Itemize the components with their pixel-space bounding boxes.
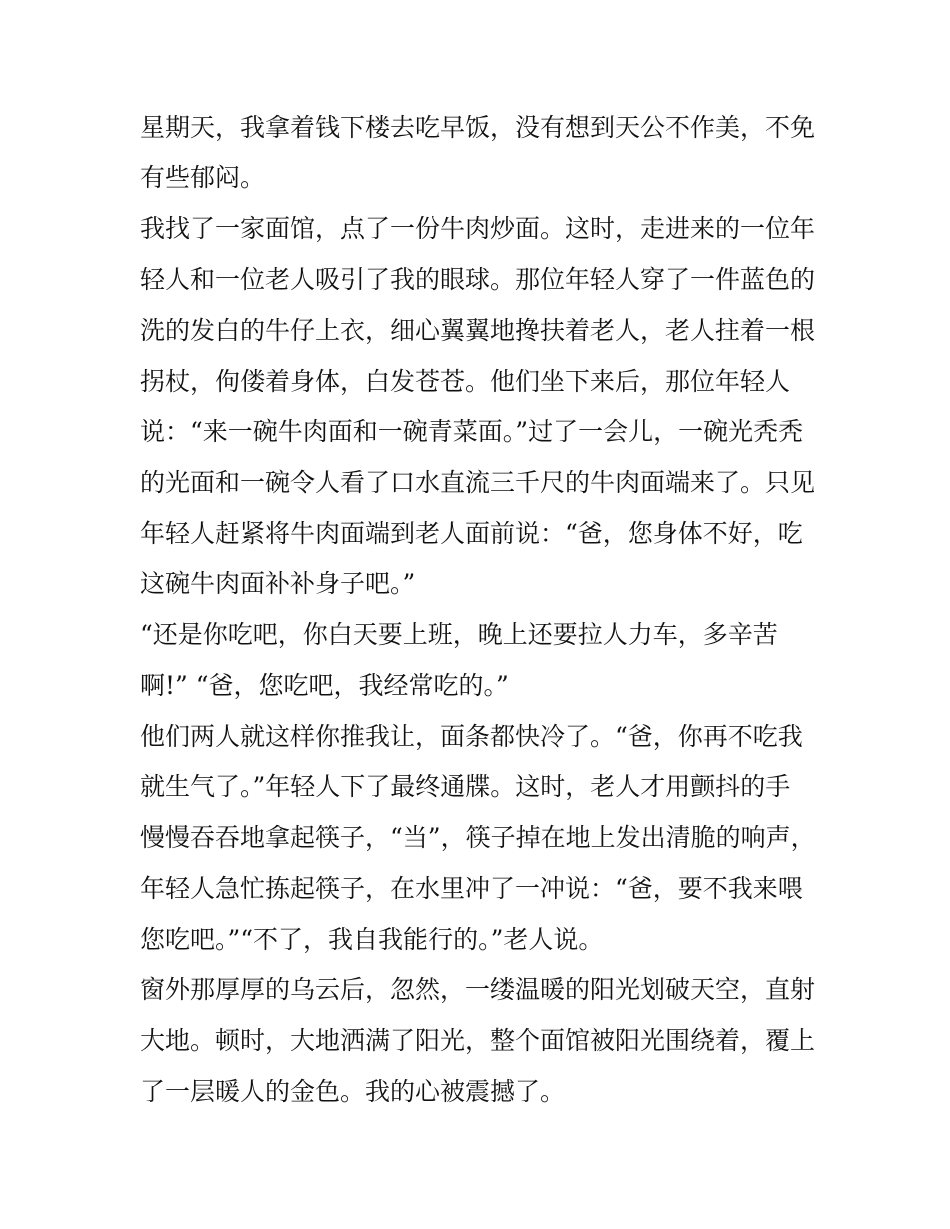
text-line: 窗外那厚厚的乌云后，忽然，一缕温暖的阳光划破天空，直射 <box>140 975 816 1004</box>
text-line: 这碗牛肉面补补身子吧。” <box>140 569 416 598</box>
text-line: 慢慢吞吞地拿起筷子，“当”，筷子掉在地上发出清脆的响声， <box>140 823 816 852</box>
text-line: 的光面和一碗令人看了口水直流三千尺的牛肉面端来了。只见 <box>140 468 816 497</box>
text-line: 年轻人赶紧将牛肉面端到老人面前说：“爸，您身体不好，吃 <box>140 519 803 548</box>
text-line: 就生气了。”年轻人下了最终通牒。这时，老人才用颤抖的手 <box>140 772 791 801</box>
text-line: 有些郁闷。 <box>140 163 266 192</box>
text-line: 啊!” “爸，您吃吧，我经常吃的。” <box>140 671 509 700</box>
text-line: 说：“来一碗牛肉面和一碗青菜面。”过了一会儿，一碗光秃秃 <box>140 417 804 446</box>
text-line: 您吃吧。”“不了，我自我能行的。”老人说。 <box>140 925 604 954</box>
text-line: 大地。顿时，大地洒满了阳光，整个面馆被阳光围绕着，覆上 <box>140 1026 816 1055</box>
text-line: 星期天，我拿着钱下楼去吃早饭，没有想到天公不作美，不免 <box>140 113 816 142</box>
text-line: 轻人和一位老人吸引了我的眼球。那位年轻人穿了一件蓝色的 <box>140 265 816 294</box>
text-line: 拐杖，佝偻着身体，白发苍苍。他们坐下来后，那位年轻人 <box>140 367 791 396</box>
text-line: 他们两人就这样你推我让，面条都快冷了。“爸，你再不吃我 <box>140 722 803 751</box>
text-line: 年轻人急忙拣起筷子，在水里冲了一冲说：“爸，要不我来喂 <box>140 874 803 903</box>
text-line: 洗的发白的牛仔上衣，细心翼翼地搀扶着老人，老人拄着一根 <box>140 316 816 345</box>
text-line: 我找了一家面馆，点了一份牛肉炒面。这时，走进来的一位年 <box>140 214 816 243</box>
text-line: “还是你吃吧，你白天要上班，晚上还要拉人力车，多辛苦 <box>140 620 778 649</box>
text-line: 了一层暖人的金色。我的心被震撼了。 <box>140 1077 566 1106</box>
